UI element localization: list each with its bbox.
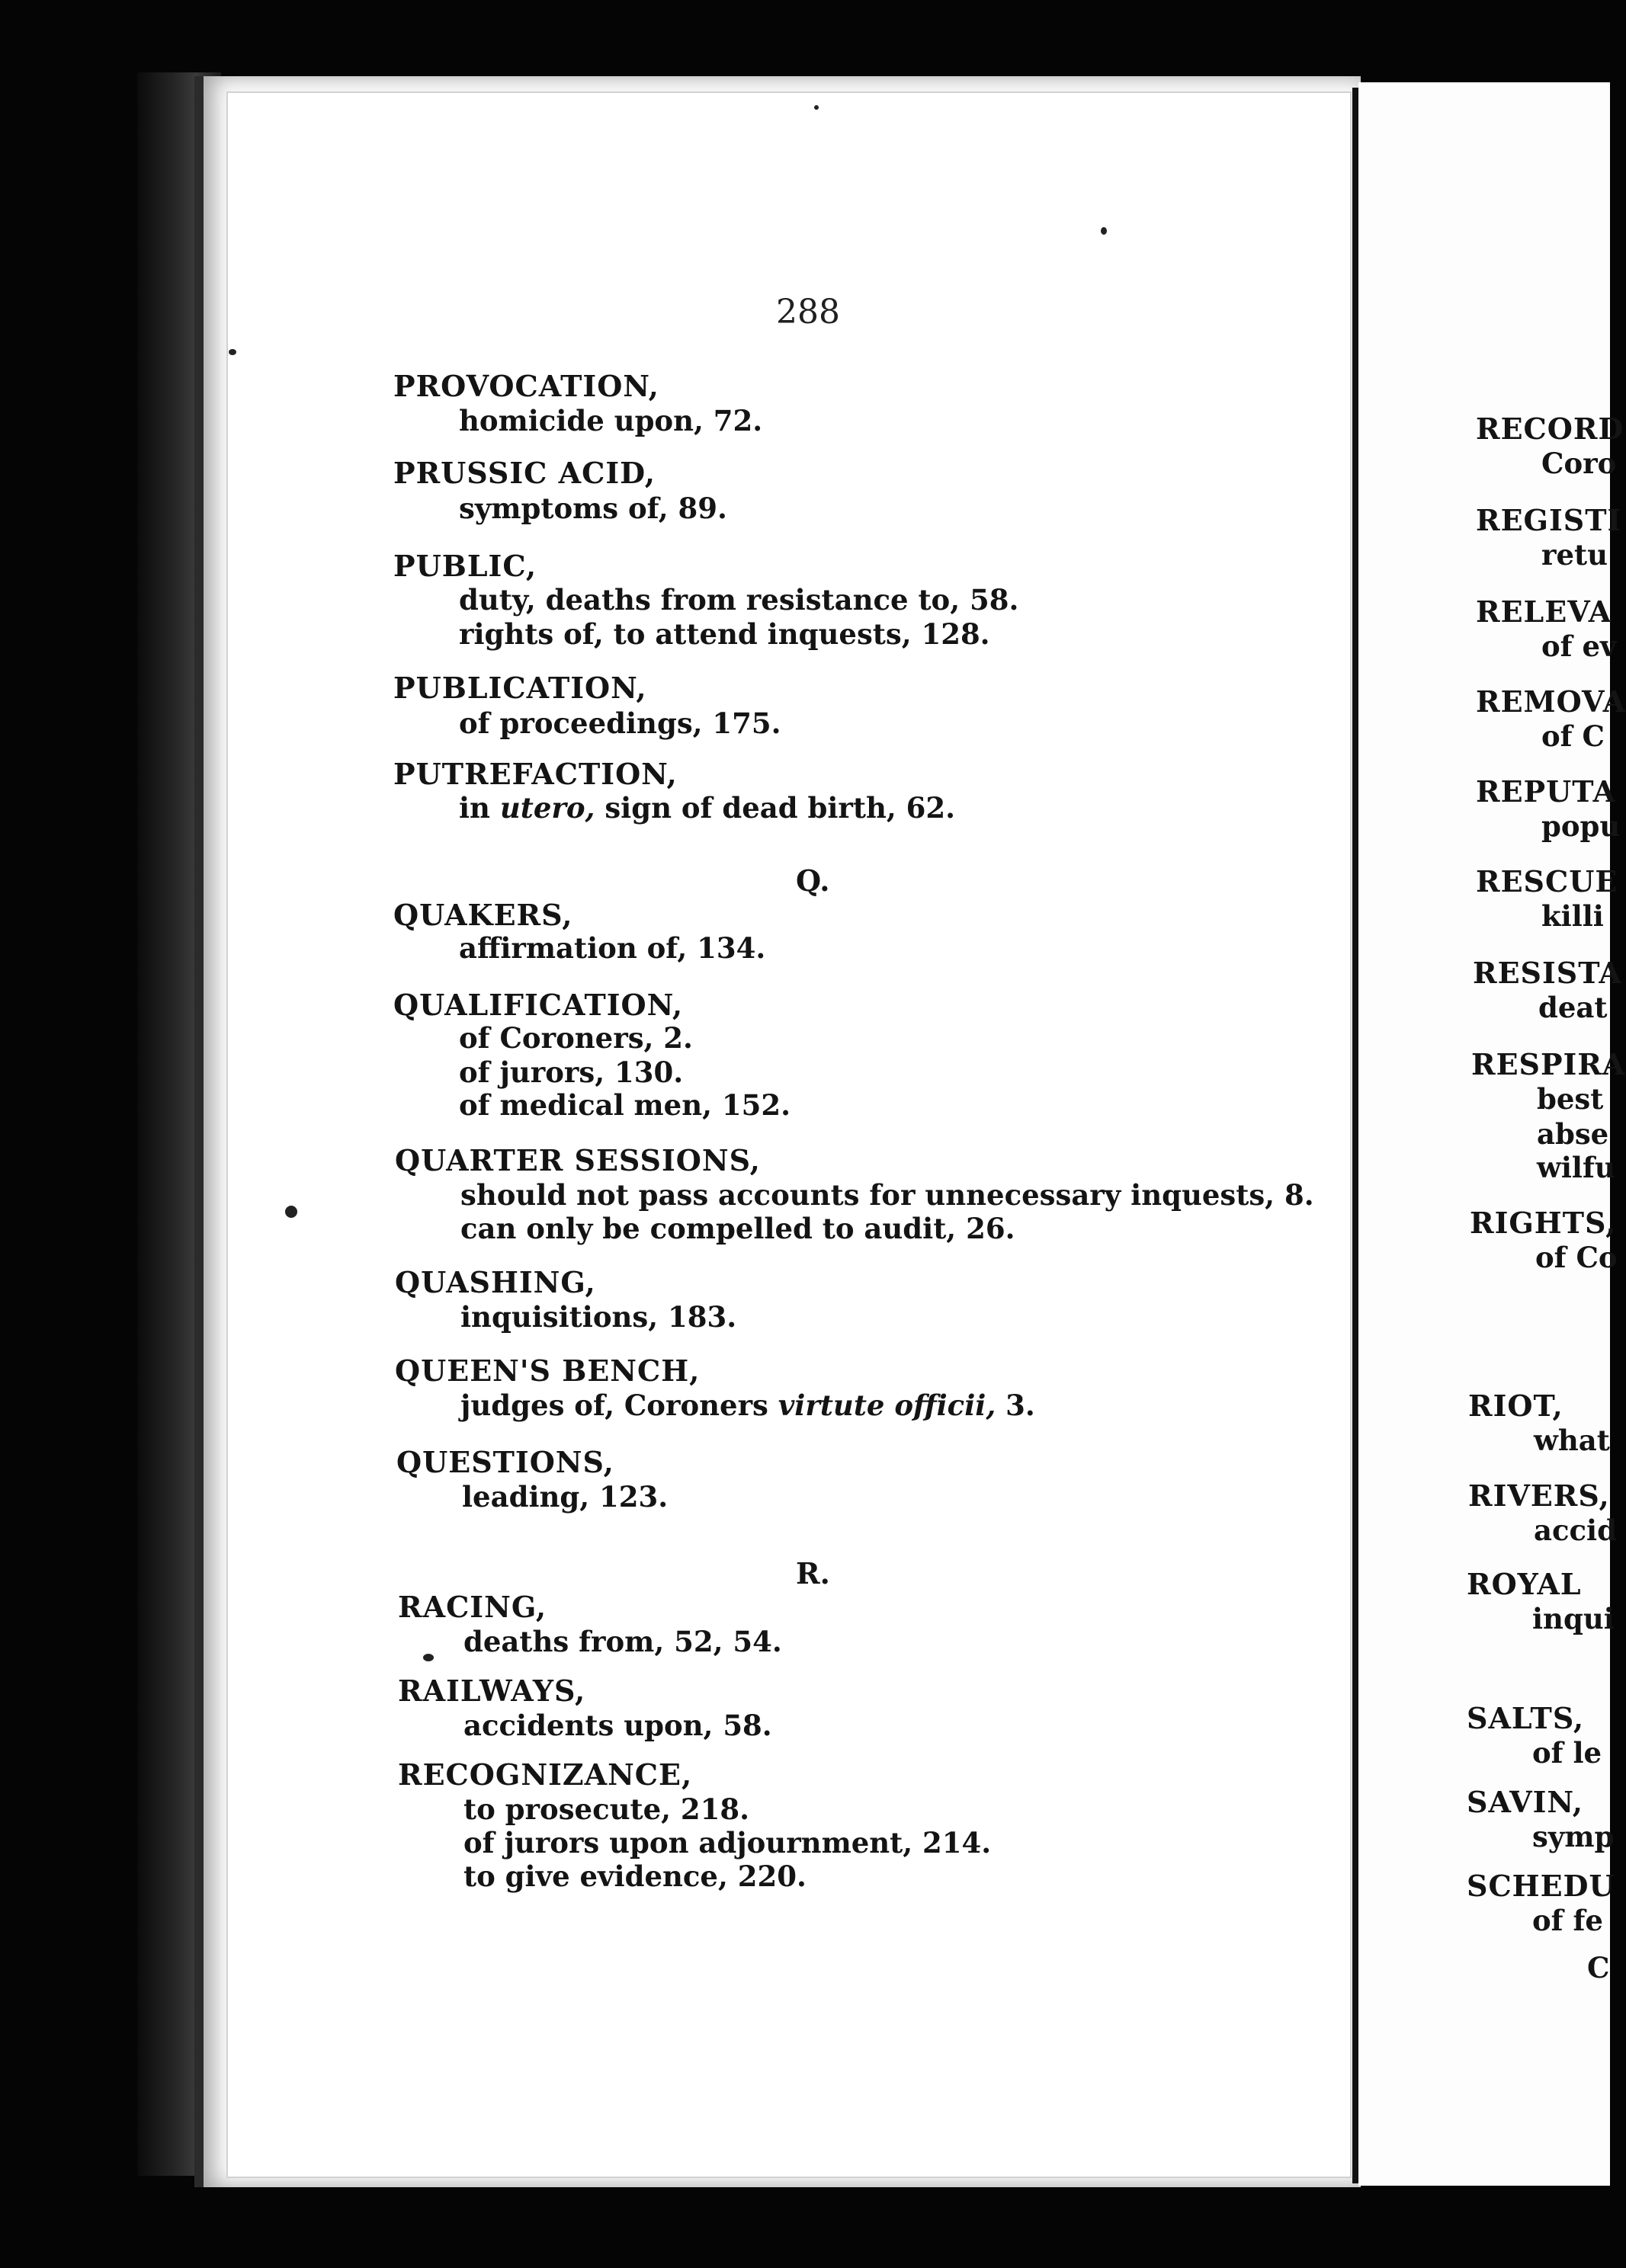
index-subentry-cut: best — [1537, 1082, 1604, 1116]
index-heading-cut: RESPIRA — [1471, 1047, 1626, 1081]
index-heading: QUALIFICATION, — [393, 988, 684, 1022]
page-number: 288 — [776, 293, 840, 332]
index-subentry: rights of, to attend inquests, 128. — [459, 617, 990, 651]
index-subentry: of Coroners, 2. — [459, 1021, 693, 1055]
index-heading: RECOGNIZANCE, — [398, 1757, 693, 1792]
index-subentry-cut: abse — [1537, 1117, 1609, 1151]
index-heading: QUESTIONS, — [396, 1445, 614, 1479]
index-heading-cut: RECORD — [1476, 412, 1624, 446]
index-subentry: can only be compelled to audit, 26. — [460, 1212, 1015, 1245]
index-heading-cut: REPUTA — [1476, 774, 1616, 809]
index-heading: RAILWAYS, — [398, 1674, 586, 1708]
dust-speck — [423, 1654, 434, 1661]
index-heading: PUBLICATION, — [393, 671, 647, 705]
index-subentry — [459, 791, 955, 825]
dust-speck — [285, 1206, 297, 1218]
index-subentry-cut: popu — [1541, 809, 1621, 843]
index-heading: PUBLIC, — [393, 549, 537, 583]
index-subentry: duty, deaths from resistance to, 58. — [459, 583, 1019, 617]
index-heading: QUARTER SESSIONS, — [395, 1143, 761, 1177]
subentry-italic: utero, — [499, 791, 595, 825]
index-heading: PRUSSIC ACID, — [393, 456, 656, 490]
index-heading-cut: SCHEDU — [1467, 1869, 1615, 1903]
index-subentry: to prosecute, 218. — [463, 1792, 750, 1826]
index-subentry-cut: of le — [1532, 1736, 1602, 1770]
index-subentry: of proceedings, 175. — [459, 706, 781, 740]
index-subentry-cut: C — [1587, 1951, 1610, 1984]
section-letter-r: R. — [796, 1556, 830, 1590]
index-subentry-cut: symp — [1532, 1820, 1615, 1853]
index-subentry: of jurors upon adjournment, 214. — [463, 1826, 992, 1860]
index-heading: PROVOCATION, — [393, 369, 659, 403]
index-heading-cut: RIGHTS, — [1470, 1206, 1617, 1240]
index-subentry-cut: inqui — [1532, 1602, 1615, 1635]
subentry-text: sign of dead birth, 62. — [595, 791, 956, 825]
subentry-text: 3. — [996, 1389, 1035, 1422]
index-heading: QUASHING, — [395, 1265, 596, 1299]
index-subentry: symptoms of, 89. — [459, 492, 727, 525]
index-heading-cut: RESISTA — [1473, 956, 1622, 990]
index-subentry-cut: deat — [1538, 991, 1608, 1024]
index-subentry-cut: Coro — [1541, 447, 1617, 480]
index-subentry-cut: retu — [1541, 538, 1608, 572]
index-heading: RACING, — [398, 1590, 547, 1624]
index-subentry: homicide upon, 72. — [459, 404, 763, 437]
index-subentry: to give evidence, 220. — [463, 1860, 807, 1893]
index-subentry — [460, 1389, 1035, 1422]
index-heading-cut: REGISTI — [1476, 503, 1622, 537]
index-heading-cut: ROYAL — [1467, 1567, 1582, 1601]
subentry-text: judges of, Coroners — [460, 1389, 778, 1422]
index-subentry-cut: of ev — [1541, 629, 1617, 663]
index-heading-cut: RELEVA — [1476, 594, 1612, 629]
index-heading: QUEEN'S BENCH, — [395, 1353, 701, 1388]
index-subentry: deaths from, 52, 54. — [463, 1625, 782, 1658]
index-subentry-cut: of C — [1541, 719, 1605, 753]
index-heading-cut: RIVERS, — [1468, 1478, 1610, 1513]
index-heading-cut: SALTS, — [1467, 1701, 1585, 1735]
index-heading: PUTREFACTION, — [393, 757, 678, 791]
index-subentry-cut: killi — [1541, 899, 1604, 933]
index-subentry: inquisitions, 183. — [460, 1300, 737, 1334]
subentry-text: in — [459, 791, 500, 825]
index-subentry: of medical men, 152. — [459, 1088, 791, 1122]
dust-speck — [229, 349, 236, 355]
subentry-italic: virtute officii, — [778, 1389, 996, 1422]
index-heading-cut: RIOT, — [1468, 1389, 1563, 1423]
index-subentry-cut: wilfu — [1537, 1151, 1615, 1184]
index-subentry: affirmation of, 134. — [459, 931, 766, 965]
index-subentry-cut: what — [1534, 1424, 1610, 1457]
index-heading-cut: REMOVA — [1476, 684, 1626, 719]
index-heading: QUAKERS, — [393, 898, 573, 932]
index-subentry-cut: accid — [1534, 1514, 1617, 1547]
dust-speck — [814, 105, 819, 110]
index-subentry-cut: of Co — [1535, 1241, 1618, 1274]
index-subentry-cut: of fe — [1532, 1904, 1603, 1937]
index-heading-cut: RESCUE — [1476, 864, 1618, 899]
dust-speck — [1101, 227, 1107, 235]
index-subentry: accidents upon, 58. — [463, 1709, 772, 1742]
index-subentry: of jurors, 130. — [459, 1056, 684, 1089]
index-subentry: leading, 123. — [462, 1480, 669, 1514]
page-gutter — [1352, 88, 1358, 2183]
section-letter-q: Q. — [796, 863, 830, 898]
index-heading-cut: SAVIN, — [1467, 1785, 1583, 1819]
index-subentry: should not pass accounts for unnecessary inquests, 8. — [460, 1178, 1314, 1212]
